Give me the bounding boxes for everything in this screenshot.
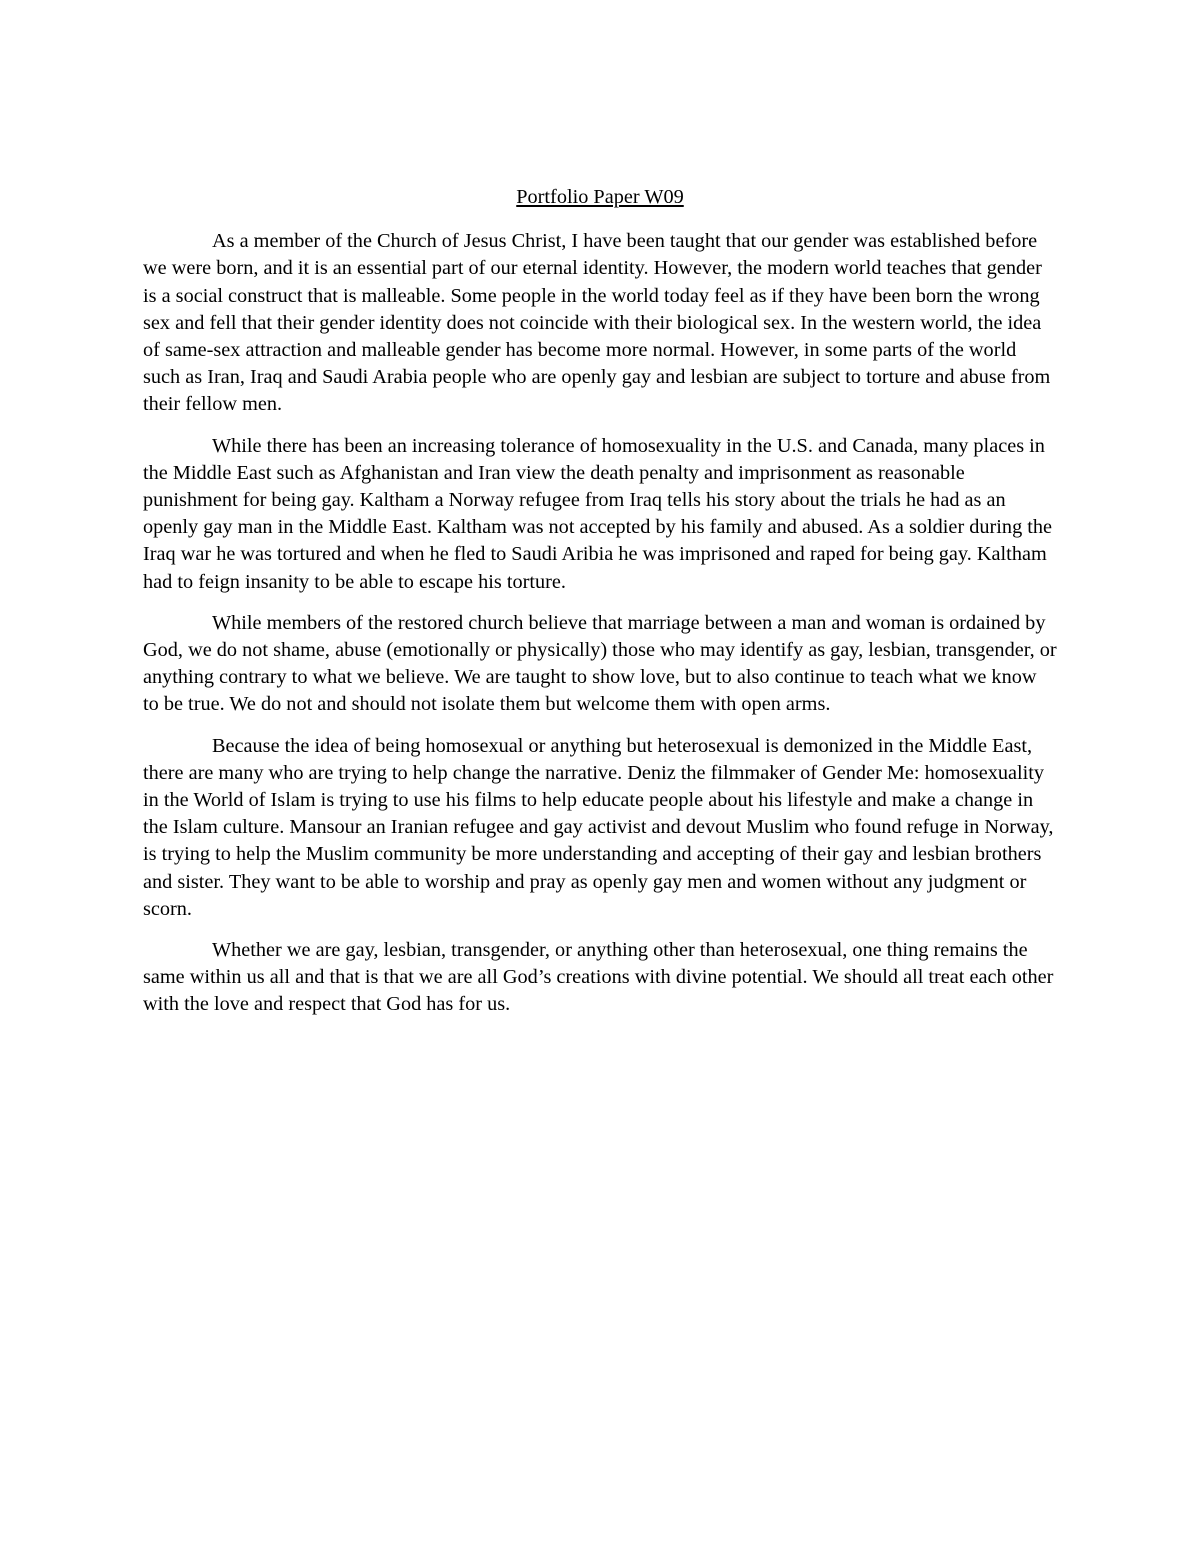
paragraph-2: While there has been an increasing tolerance of homosexuality in the U.S. and Canada, many places in the Middle East such as Afghanistan and Iran view the death penalty and imprisonment as reasonable punishment for being gay. Kaltham a Norway refugee from Iraq tells his story about the trials he had as an openly gay man in the Middle East. Kaltham was not accepted by his family and abused. As a soldier during the Iraq war he was tortured and when he fled to Saudi Aribia he was imprisoned and raped for being gay. Kaltham had to feign insanity to be able to escape his torture.	[143, 434, 1053, 593]
paragraph-3: While members of the restored church believe that marriage between a man and woman is ordained by God, we do not shame, abuse (emotionally or physically) those who may identify as gay, lesbian, transgender, or anything contrary to what we believe. We are taught to show love, but to also continue to teach what we know to be true. We do not and should not isolate them but welcome them with open arms.	[143, 611, 1057, 716]
document-body	[143, 184, 1057, 1033]
document-title: Portfolio Paper W09	[516, 186, 684, 208]
paragraph-1: As a member of the Church of Jesus Christ, I have been taught that our gender was established before we were born, and it is an essential part of our eternal identity. However, the modern world teaches that gender is a social construct that is malleable. Some people in the world today feel as if they have been born the wrong sex and fell that their gender identity does not coincide with their biological sex. In the western world, the idea of same-sex attraction and malleable gender has become more normal. However, in some parts of the world such as Iran, Iraq and Saudi Arabia people who are openly gay and lesbian are subject to torture and abuse from their fellow men.	[143, 230, 1051, 416]
paragraph-4: Because the idea of being homosexual or anything but heterosexual is demonized in the Middle East, there are many who are trying to help change the narrative. Deniz the filmmaker of Gender Me: homosexuality in the World of Islam is trying to use his films to help educate people about his lifestyle and make a change in the Islam culture. Mansour an Iranian refugee and gay activist and devout Muslim who found refuge in Norway, is trying to help the Muslim community be more understanding and accepting of their gay and lesbian brothers and sister. They want to be able to worship and pray as openly gay men and women without any judgment or scorn.	[143, 734, 1054, 920]
paragraph-5: Whether we are gay, lesbian, transgender, or anything other than heterosexual, one thing remains the same within us all and that is that we are all God’s creations with divine potential. We should all treat each other with the love and respect that God has for us.	[143, 939, 1054, 1016]
